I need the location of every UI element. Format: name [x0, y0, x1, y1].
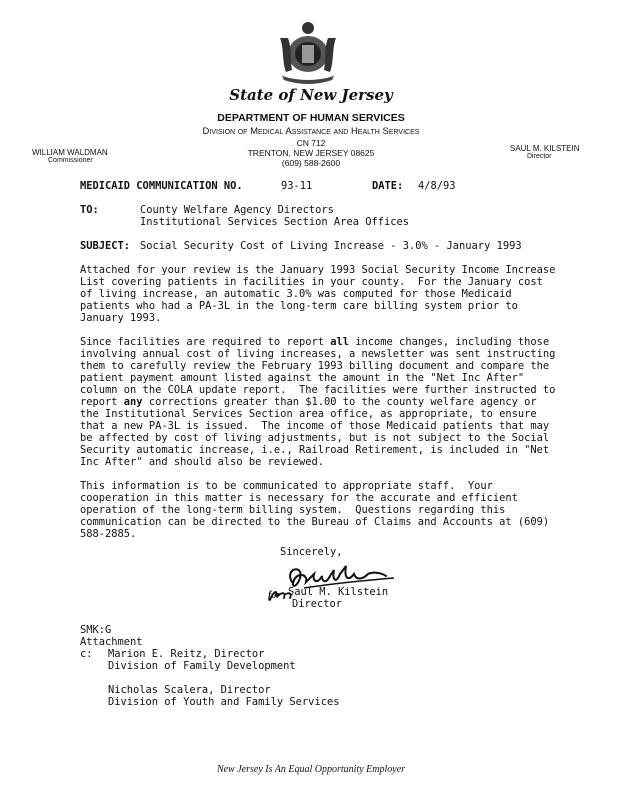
- para2-text: income changes, including those: [349, 336, 550, 348]
- para2-line: patient payment amount listed against the amount in the "Net Inc After": [80, 372, 525, 384]
- para2-emphasis: all: [330, 336, 350, 348]
- para1-line: List covering patients in facilities in your county. For the January cost: [80, 276, 543, 288]
- para2-line: column on the COLA update report. The facilities were further instructed to: [80, 384, 556, 396]
- to-line-2: Institutional Services Section Area Offices: [140, 216, 409, 228]
- initials: SMK:G: [80, 624, 112, 636]
- footer-equal-opportunity: New Jersey Is An Equal Opportunity Employer: [216, 764, 406, 775]
- cc-label: c:: [80, 648, 93, 660]
- commissioner-title: Commissioner: [48, 157, 93, 164]
- cc1-name: Marion E. Reitz, Director: [108, 648, 265, 660]
- director-name: SAUL M. KILSTEIN: [510, 144, 580, 153]
- para1-line: Attached for your review is the January 1993 Social Security Income Increase: [80, 264, 556, 276]
- para2-line: the Institutional Services Section area office, as appropriate, to ensure: [80, 408, 537, 420]
- para2-emphasis: any: [123, 396, 143, 408]
- department-name: DEPARTMENT OF HUMAN SERVICES: [217, 112, 405, 124]
- communication-label: MEDICAID COMMUNICATION NO.: [80, 180, 243, 192]
- para1-line: patients who had a PA-3L in the long-term care billing system prior to: [80, 300, 518, 312]
- for-mark: for: [268, 590, 281, 601]
- signer-title: Director: [292, 598, 343, 610]
- para2-line: Security automatic increase, i.e., Railroad Retirement, is included in "Net: [80, 444, 550, 456]
- commissioner-name: WILLIAM WALDMAN: [32, 148, 108, 157]
- para1-line: of living increase, an automatic 3.0% was computed for those Medicaid: [80, 288, 512, 300]
- to-label: TO:: [80, 204, 99, 216]
- address-line-1: CN 712: [296, 138, 326, 148]
- para3-line: communication can be directed to the Bureau of Claims and Accounts at (609): [80, 516, 550, 528]
- attachment-note: Attachment: [80, 636, 143, 648]
- cc2-division: Division of Youth and Family Services: [108, 696, 340, 708]
- para2-line: [80, 396, 537, 408]
- para2-text: report: [80, 396, 124, 408]
- para2-line: be affected by cost of living adjustments, but is not subject to the Social: [80, 432, 550, 444]
- state-seal-icon: [272, 18, 344, 84]
- para2-line: Inc After" and should also be reviewed.: [80, 456, 324, 468]
- communication-number: 93-11: [281, 180, 313, 192]
- signer-name: Saul M. Kilstein: [288, 586, 389, 598]
- para2-line: involving annual cost of living increases, a newsletter was sent instructing: [80, 348, 556, 360]
- division-name: Division of Medical Assistance and Health Services: [202, 126, 420, 137]
- director-title: Director: [527, 153, 552, 160]
- date-value: 4/8/93: [418, 180, 456, 192]
- para1-line: January 1993.: [80, 312, 162, 324]
- date-label: DATE:: [372, 180, 404, 192]
- subject-label: SUBJECT:: [80, 240, 131, 252]
- para2-line: [80, 336, 549, 348]
- para3-line: operation of the long-term billing system. Questions regarding this: [80, 504, 506, 516]
- address-line-3: (609) 588-2600: [281, 158, 341, 168]
- para3-line: cooperation in this matter is necessary for the accurate and efficient: [80, 492, 518, 504]
- para3-line: This information is to be communicated to appropriate staff. Your: [80, 480, 493, 492]
- para2-text: corrections greater than $1.00 to the county welfare agency or: [142, 396, 537, 408]
- salutation: Sincerely,: [280, 546, 343, 558]
- to-line-1: County Welfare Agency Directors: [140, 204, 334, 216]
- cc1-division: Division of Family Development: [108, 660, 296, 672]
- subject-text: Social Security Cost of Living Increase - 3.0% - January 1993: [140, 240, 522, 252]
- para3-line: 588-2885.: [80, 528, 137, 540]
- para2-line: that a new PA-3L is issued. The income of those Medicaid patients that may: [80, 420, 550, 432]
- para2-text: Since facilities are required to report: [80, 336, 331, 348]
- address-line-2: TRENTON, NEW JERSEY 08625: [247, 148, 375, 158]
- cc2-name: Nicholas Scalera, Director: [108, 684, 271, 696]
- state-title: State of New Jersey: [229, 86, 393, 104]
- para2-line: them to carefully review the February 1993 billing document and compare the: [80, 360, 550, 372]
